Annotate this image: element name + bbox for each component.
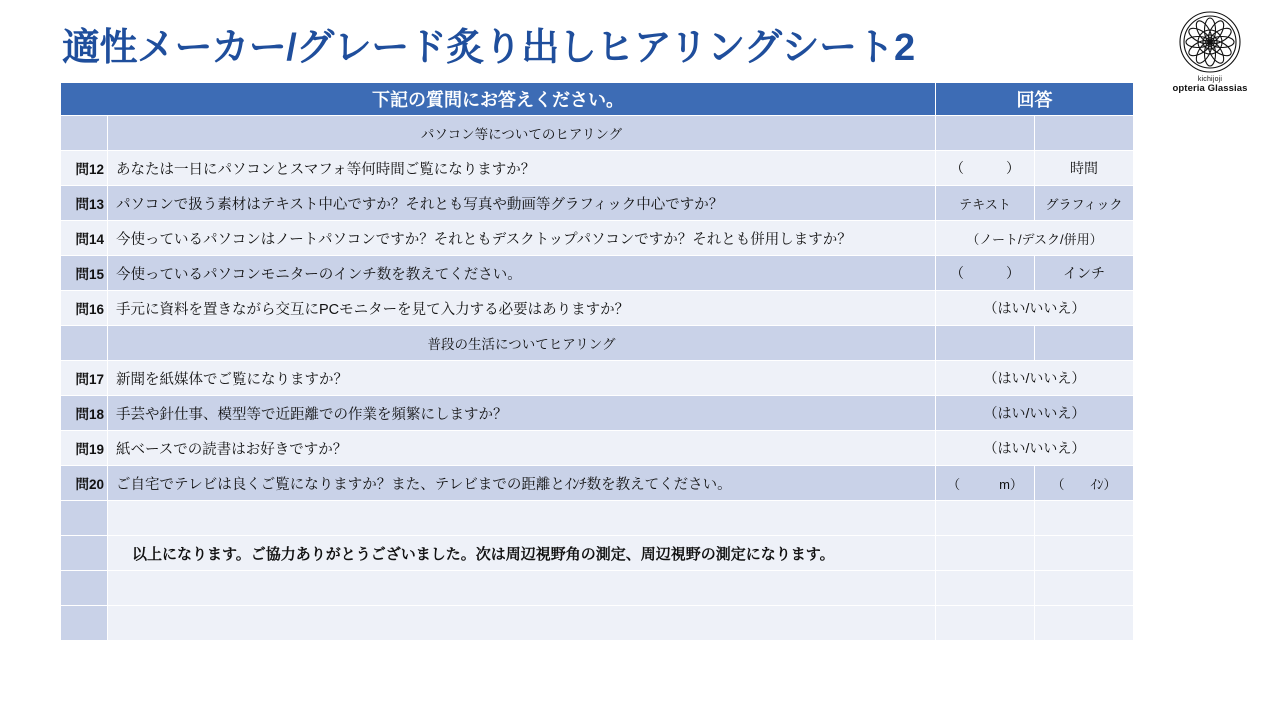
spacer-cell: [61, 606, 108, 641]
row-question: 手芸や針仕事、模型等で近距離での作業を頻繁にしますか？: [108, 396, 936, 431]
row-num: 問16: [61, 291, 108, 326]
closing-ans1-cell: [936, 536, 1035, 571]
table-row: [61, 221, 1134, 256]
table-row: [61, 256, 1134, 291]
row-answer-span[interactable]: （はい/いいえ）: [936, 431, 1134, 466]
section-num-cell: [61, 326, 108, 361]
row-answer-span[interactable]: （ノート/デスク/併用）: [936, 221, 1134, 256]
section-row-pc: [61, 116, 1134, 151]
spacer-cell: [108, 571, 936, 606]
row-question: 手元に資料を置きながら交互にPCモニターを見て入力する必要はありますか？: [108, 291, 936, 326]
table-row: [61, 186, 1134, 221]
closing-message: 以上になります。ご協力ありがとうございました。次は周辺視野角の測定、周辺視野の測定になります。: [108, 536, 936, 571]
row-answer-1[interactable]: テキスト: [936, 186, 1035, 221]
row-answer-1[interactable]: （ ）: [936, 151, 1035, 186]
spacer-cell: [1035, 571, 1134, 606]
closing-row: [61, 536, 1134, 571]
section-label-pc: パソコン等についてのヒアリング: [108, 116, 936, 151]
spacer-row: [61, 501, 1134, 536]
row-answer-2: 時間: [1035, 151, 1134, 186]
row-question: 新聞を紙媒体でご覧になりますか？: [108, 361, 936, 396]
section-ans1-cell: [936, 326, 1035, 361]
section-label-life: 普段の生活についてヒアリング: [108, 326, 936, 361]
row-question: あなたは一日にパソコンとスマフォ等何時間ご覧になりますか？: [108, 151, 936, 186]
row-answer-2: インチ: [1035, 256, 1134, 291]
spacer-cell: [108, 501, 936, 536]
section-num-cell: [61, 116, 108, 151]
row-answer-2[interactable]: グラフィック: [1035, 186, 1134, 221]
spacer-cell: [108, 606, 936, 641]
spacer-cell: [936, 571, 1035, 606]
table-row: [61, 466, 1134, 501]
row-question: パソコンで扱う素材はテキスト中心ですか？それとも写真や動画等グラフィック中心ですか？: [108, 186, 936, 221]
row-num: 問20: [61, 466, 108, 501]
row-question: ご自宅でテレビは良くご覧になりますか？また、テレビまでの距離とｲﾝﾁ数を教えてください。: [108, 466, 936, 501]
row-num: 問17: [61, 361, 108, 396]
row-question: 今使っているパソコンモニターのインチ数を教えてください。: [108, 256, 936, 291]
header-answer-column: 回答: [936, 83, 1134, 116]
logo-text-opteria: opteria Glassias: [1172, 83, 1248, 94]
spacer-row: [61, 606, 1134, 641]
spacer-cell: [1035, 606, 1134, 641]
header-question-column: 下記の質問にお答えください。: [61, 83, 936, 116]
row-num: 問19: [61, 431, 108, 466]
table-row: [61, 151, 1134, 186]
row-answer-span[interactable]: （はい/いいえ）: [936, 396, 1134, 431]
hearing-sheet-table: [60, 82, 1134, 641]
row-num: 問18: [61, 396, 108, 431]
table-row: [61, 361, 1134, 396]
section-row-life: [61, 326, 1134, 361]
spacer-cell: [936, 501, 1035, 536]
row-num: 問14: [61, 221, 108, 256]
closing-num-cell: [61, 536, 108, 571]
table-row: [61, 291, 1134, 326]
table-row: [61, 396, 1134, 431]
row-answer-span[interactable]: （はい/いいえ）: [936, 361, 1134, 396]
row-answer-span[interactable]: （はい/いいえ）: [936, 291, 1134, 326]
spacer-cell: [1035, 501, 1134, 536]
spacer-cell: [61, 571, 108, 606]
section-ans2-cell: [1035, 326, 1134, 361]
table-header-row: [61, 83, 1134, 116]
logo-text-kichijoji: kichijoji: [1197, 76, 1223, 83]
section-ans2-cell: [1035, 116, 1134, 151]
row-answer-1[interactable]: （ ）: [936, 256, 1035, 291]
spacer-cell: [61, 501, 108, 536]
section-ans1-cell: [936, 116, 1035, 151]
flower-mandala-icon: [1174, 6, 1246, 78]
row-question: 今使っているパソコンはノートパソコンですか？それともデスクトップパソコンですか？それとも併用しますか？: [108, 221, 936, 256]
row-question: 紙ベースでの読書はお好きですか？: [108, 431, 936, 466]
row-answer-1[interactable]: （ m）: [936, 466, 1035, 501]
row-num: 問13: [61, 186, 108, 221]
spacer-row: [61, 571, 1134, 606]
row-answer-2[interactable]: （ ｲﾝ）: [1035, 466, 1134, 501]
page-title: 適性メーカー/グレード炙り出しヒアリングシート2: [62, 27, 915, 69]
row-num: 問12: [61, 151, 108, 186]
spacer-cell: [936, 606, 1035, 641]
table-row: [61, 431, 1134, 466]
logo: [1158, 6, 1262, 102]
closing-ans2-cell: [1035, 536, 1134, 571]
row-num: 問15: [61, 256, 108, 291]
